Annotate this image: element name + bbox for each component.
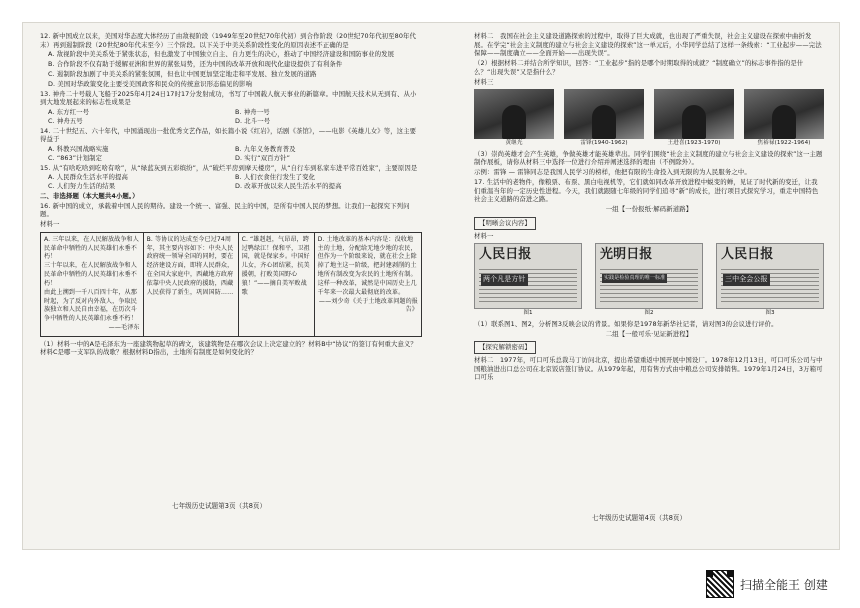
q13-stem: 13. 神舟二十号载人飞船于2025年4月24日17时17分发射成功，书写了中国载人航天事业的新篇章。中国航天技术从无到有、从小到大地发展起来的标志性成果是	[40, 89, 417, 107]
newspapers-row	[474, 243, 824, 318]
material-d-cell	[315, 233, 421, 336]
exam-page-3	[40, 32, 422, 358]
q16-example: 示例：雷锋 — 雷锋同志是我国人民学习的榜样，他把有限的生命投入到无限的为人民服务之中。	[474, 168, 751, 177]
material-b-cell	[144, 233, 239, 336]
hero-photo	[744, 89, 824, 148]
scanner-watermark	[706, 570, 828, 598]
q14-option: B. 九年义务教育普及	[235, 145, 296, 154]
section-2-heading: 二、非选择题（本大题共4小题。）	[40, 191, 139, 200]
q13-option: C. 神舟五号	[48, 116, 83, 125]
q12-option-b: B. 合作阶段不仅有助于缓解亚洲和世界的紧张局势，还为中国的改革开放和现代化建设提供了有利条件	[48, 60, 343, 69]
q12-stem: 12. 新中国成立以来，美国对华态度大体经历了由敌视阶段（1949年至20世纪70年代初）到合作阶段（20世纪70年代初至80年代末）再到遏制阶段（20世纪80年代末至今）三个阶段。以下关于中美关系阶段性变化的原因表述不正确的是	[40, 32, 416, 49]
hero-caption: 焦裕禄(1922-1964)	[757, 140, 811, 147]
material-d-author: ——刘少奇《关于土地改革问题的报告》	[318, 297, 418, 314]
q17-material-2-text: 材料二 1977年，可口可乐总裁马丁访问北京，提出希望重返中国开展中国设厂。1978年12月13日，可口可乐公司与中国粮油进出口总公司在北京饭店签订协议。从1979年起，用有售方式由中粮总公司安排销售。1979年1月24日，3万箱可口可乐	[474, 356, 823, 382]
material-b-text: B. 等协议的达成至今已过74周年，其主要内容如下：中央人民政府统一领导全国的同时，要在经济建设方面，即将人民群众，在全国大家庭中，西藏地方政府依靠中央人民政府的援助，西藏人民获得了新生，巩固国防……	[146, 235, 234, 296]
material-2-text: 材料二 我国在社会主义建设道路探索的过程中，取得了巨大成就，也出现了严重失误，社会主义建设在探索中曲折发展。在学完“社会主义制度的建立与社会主义建设的探索”这一单元后，小华同学总结了这样一条线索：“工业起步——完法保障——制度确立——全面开始——出现失误”。	[474, 32, 822, 58]
material-1-label: 材料一	[40, 220, 60, 229]
q14-option: A. 科教兴国战略实施	[48, 145, 109, 154]
q14-options	[40, 145, 422, 162]
hero-portrait-image	[564, 89, 644, 139]
q15-option: B. 人们衣食住行发生了变化	[235, 173, 316, 182]
hero-caption: 黄继光	[505, 140, 523, 147]
q16-part-1: （1）材料一中的A是毛泽东为一座建筑物起草的碑文，该建筑物是在哪次会议上决定建立的？材料B中“协议”的签订有何重大意义？材料C是哪一支军队的战歌？根据材料D指出，土地所有制度是如何变化的？	[40, 339, 417, 357]
material-a-line: A. 三年以来，在人民解放战争和人民革命中牺牲的人民英雄们永垂不朽！	[44, 235, 139, 261]
q17-stem: 17. 生活中的老物件，像粮票、布票、黑白电视机等，它们就如同改革开放进程中蜕变的蝉，见证了时代新的变迁，让我们重温当年的一定历史性进程。今天，我们就跟随七年级的同学们追寻“新”的成长，进行项目式探究学习，重走中国特色社会主义道路的奋进之路。	[474, 178, 819, 204]
hero-caption: 雷锋(1940-1962)	[580, 140, 628, 147]
newspaper-image: 光明日报 实践是检验真理的唯一标准	[595, 243, 703, 309]
q14-option: D. 实行“双百方针”	[235, 153, 291, 162]
scanned-exam-sheet	[22, 22, 840, 550]
exam-page-4	[474, 32, 824, 383]
material-3-label: 材料三	[474, 77, 494, 86]
page-4-footer: 七年级历史试题第4页（共8页）	[592, 514, 687, 522]
material-a-cell	[41, 233, 144, 336]
q13-option: A. 东方红一号	[48, 108, 90, 117]
newspaper-image: 人民日报 两个凡是方针	[474, 243, 582, 309]
q16-intro: 16. 新中国的成立，承载着中国人民的期待。建设一个统一、富强、民主的中国，是所有中国人民的梦想。让我们一起探究下列问题。	[40, 201, 410, 219]
group-2-title: 二组【一般可乐·见证新进程】	[605, 329, 693, 338]
q15-options	[40, 173, 422, 190]
newspaper-caption: 图1	[523, 310, 533, 317]
newspaper-figure	[716, 243, 824, 318]
hero-photo	[654, 89, 734, 148]
q13-option: B. 神舟一号	[235, 108, 270, 117]
hero-photo	[564, 89, 644, 148]
q16-part-2: （2）根据材料二并结合所学知识，回答：“工业起步”指的是哪个时期取得的成就？“制度确立”的标志事件指的是什么？“出现失误”又是指什么？	[474, 59, 804, 76]
q13-option: D. 北斗一号	[235, 116, 271, 125]
group-1-title: 一组【一份报纸·解码新道路】	[605, 205, 693, 214]
material-a-line: 由此上溯到一千八百四十年，从那时起，为了反对内外敌人，争取民族独立和人民自由幸福，在历次斗争中牺牲的人民英雄们永垂不朽！	[44, 288, 137, 323]
hero-caption: 王进喜(1923-1970)	[667, 140, 721, 147]
q14-option: C. “863”计划制定	[48, 153, 103, 162]
q16-part-3: （3）崇尚英雄才会产生英雄，争做英雄才能英雄辈出。同学们围绕“社会主义制度的建立与社会主义建设的探索”这一主题制作展板，请你从材料三中选择一位进行介绍并阐述选择的理由（不例除外）。	[474, 149, 823, 167]
newspaper-caption: 图2	[644, 310, 654, 317]
group-2-box-label: 【探究解锁密码】	[474, 341, 536, 354]
newspaper-caption: 图3	[765, 310, 775, 317]
material-table	[40, 232, 422, 337]
material-c-cell	[239, 233, 315, 336]
hero-photo	[474, 89, 554, 148]
newspaper-image: 人民日报 三中全会公报	[716, 243, 824, 309]
q12-option-d: D. 美国对华政策变化主要受美国政客和民众的传统意识形态偏见的影响	[48, 79, 253, 88]
newspaper-figure	[474, 243, 582, 318]
q12-option-c: C. 遏制阶段加剧了中美关系的紧张氛围，但也让中国更加坚定地走和平发展、独立发展的道路	[48, 70, 317, 79]
newspaper-figure	[595, 243, 703, 318]
material-a-author: ——毛泽东	[108, 323, 140, 331]
q12-option-a: A. 敌视阶段中美关系处于紧张状态，但也激发了中国独立自主、自力更生的决心，推动了中国经济建设和国防事业的发展	[48, 50, 395, 59]
qr-code-icon	[706, 570, 734, 598]
group-1-box-label: 【明晰会议内容】	[474, 217, 536, 230]
q15-option: C. 人们努力生活的结果	[48, 182, 116, 191]
page-3-footer: 七年级历史试题第3页（共8页）	[172, 502, 267, 510]
hero-portrait-image	[474, 89, 554, 139]
q17-part-1: （1）联系图1、图2，分析图3反映会议的背景。如果你是1978年新华社记者，请对图3的会议进行评价。	[474, 319, 778, 328]
material-c-text: C. “雄赳赳，气昂昂，跨过鸭绿江！保和平，卫祖国，就是保家乡。中国好儿女，齐心团结紧，抗美援朝，打败美国野心狼！”——摘自美军败战歌	[241, 235, 310, 296]
scanner-watermark-text: 扫描全能王 创建	[740, 577, 828, 592]
hero-portrait-image	[654, 89, 734, 139]
hero-photos-row	[474, 89, 824, 148]
q15-option: D. 改革开放以来人民生活水平的提高	[235, 182, 342, 191]
q15-stem: 15. 从“有啥吃啥到吃啥有啥”，从“绿蓝灰到五彩缤纷”，从“破烂平房到摩天楼房”，从“自行车到私家车进平常百姓家”，主要原因是	[40, 163, 418, 172]
material-d-text: D. 土地改革的基本内容是：没收地主的土地，分配给无地少地的农民，但作为一个阶级来说，就在社会上除掉了地主这一阶级，把封建剥削的土地所有制改变为农民的土地所有制。这样一种改革，诚然是中国历史上几千年来一次最大最彻底的改革。	[317, 235, 417, 296]
hero-portrait-image	[744, 89, 824, 139]
q17-material-1-label: 材料一	[474, 231, 494, 240]
q13-options	[40, 108, 422, 125]
material-a-line: 三十年以来，在人民解放战争和人民革命中牺牲的人民英雄们永垂不朽！	[44, 262, 137, 287]
q15-option: A. 人民群众生活水平的提高	[48, 173, 129, 182]
q14-stem: 14. 二十世纪五、六十年代，中国涌现出一批优秀文艺作品，如长篇小说《红岩》，话剧《茶馆》，——电影《英雄儿女》等，这主要得益于	[40, 126, 417, 144]
